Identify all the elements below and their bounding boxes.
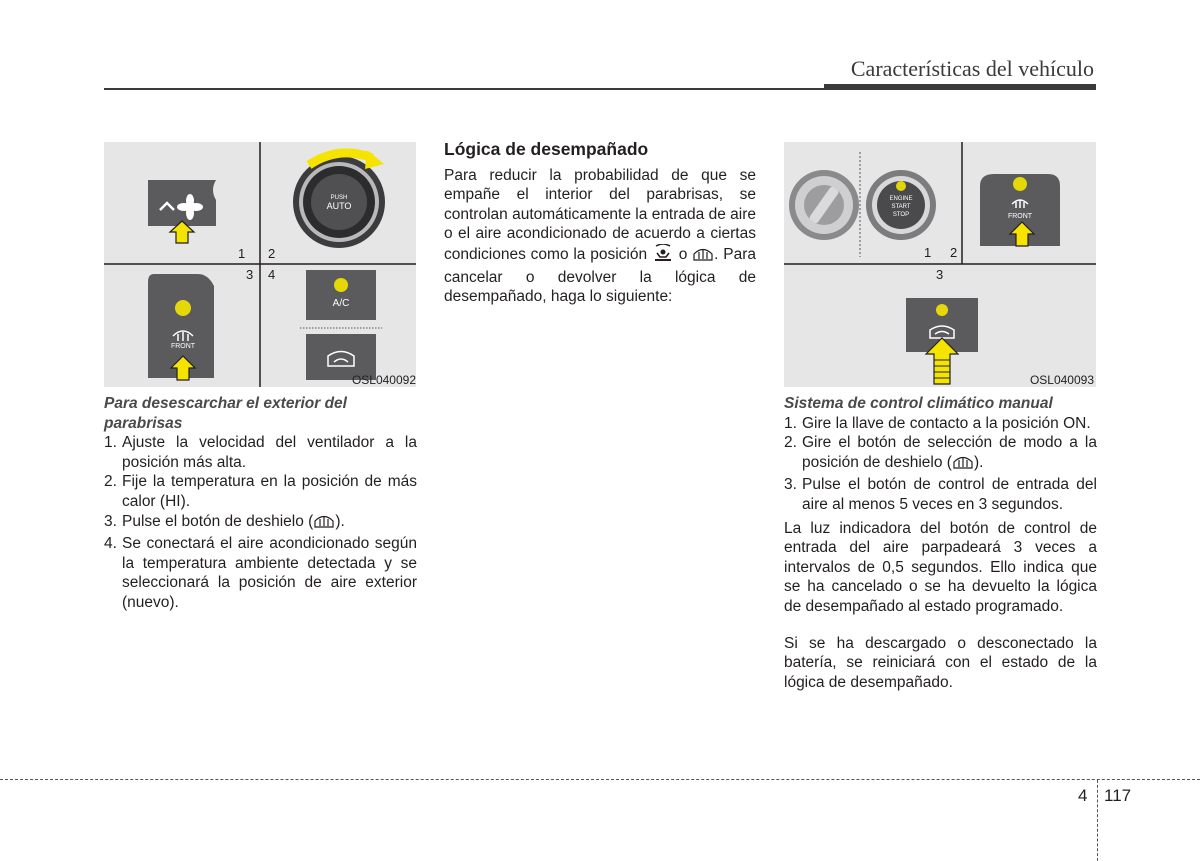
header-rule-accent [824, 84, 1096, 90]
list-text-end: ). [335, 512, 345, 530]
list-item [104, 512, 417, 535]
figure-defrost-auto-drawing [104, 142, 416, 387]
stop-label: STOP [892, 212, 910, 218]
list-item [104, 534, 417, 612]
list-text: Ajuste la velocidad del ventilador a la posición más alta. [122, 434, 417, 471]
figure-panel-number: 3 [936, 267, 944, 282]
paragraph-text: Para reducir la probabilidad de que se empañe el interior del parabrisas, se controlan automáticamente la entrada de aire o el aire acondicionado de acuerdo a ciertas condiciones como la posición [444, 166, 756, 263]
figure-manual-climate-drawing [784, 142, 1096, 387]
ac-button-illustration [306, 270, 376, 320]
list-number: 1. [784, 414, 797, 432]
front-label: FRONT [1007, 213, 1033, 220]
list-number: 1. [104, 434, 117, 452]
floor-defrost-icon [652, 244, 674, 268]
defrost-icon [692, 246, 714, 268]
list-number: 2. [784, 434, 797, 452]
front-defrost-button-illustration [980, 174, 1060, 246]
list-item [784, 433, 1097, 475]
list-number: 4. [104, 535, 117, 553]
paragraph-text: . Para cancelar o devolver la lógica de desempañado, haga lo siguiente: [444, 245, 757, 306]
engine-label: ENGINE [889, 196, 913, 202]
list-number: 2. [104, 473, 117, 491]
body-paragraph [444, 166, 756, 307]
list-item [104, 472, 417, 511]
paragraph-text: o [678, 245, 688, 263]
front-label: FRONT [170, 343, 196, 350]
list-text: Fije la temperatura en la posición de más calor (HI). [122, 473, 417, 510]
middle-text-column [444, 140, 756, 307]
figure-panel-number: 2 [950, 245, 958, 260]
right-text-column [784, 394, 1097, 692]
left-text-column [104, 394, 417, 613]
figure-defrost-auto [104, 142, 416, 387]
footer-rule [0, 779, 1200, 780]
chapter-number: 4 [1078, 786, 1088, 805]
engine-start-stop-illustration [866, 170, 936, 240]
manual-climate-steps-list [784, 414, 1097, 515]
list-item [784, 475, 1097, 514]
figure-code: OSL040092 [351, 373, 416, 387]
figure-caption: Sistema de control climático manual [784, 395, 1053, 412]
knob-push-label: PUSH [330, 195, 348, 201]
list-number: 3. [104, 512, 117, 530]
footer-divider [1097, 780, 1098, 861]
ac-label: A/C [332, 298, 350, 309]
defrost-icon [952, 454, 974, 476]
page-number: 117 [1104, 786, 1132, 805]
list-text: Pulse el botón de deshielo ( [122, 512, 314, 530]
list-text: Gire el botón de selección de modo a la posición de deshielo ( [802, 434, 1097, 471]
figure-panel-number: 1 [924, 245, 932, 260]
start-label: START [891, 204, 911, 210]
front-defrost-button-illustration [148, 274, 214, 380]
recirculation-button-illustration [906, 298, 978, 384]
auto-knob-illustration [293, 150, 385, 248]
defrost-steps-list [104, 433, 417, 612]
list-number: 3. [784, 476, 797, 494]
figure-panel-number: 2 [268, 246, 276, 261]
fan-button-illustration [148, 180, 216, 243]
list-item [104, 433, 417, 472]
figure-caption: Para desescarchar el exterior del parabrisas [104, 395, 347, 432]
figure-manual-climate [784, 142, 1096, 387]
list-text: Se conectará el aire acondicionado según la temperatura ambiente detectada y se seleccionará la posición de aire exterior (nuevo). [122, 535, 417, 611]
section-heading: Lógica de desempañado [444, 139, 649, 159]
list-item [784, 414, 1097, 434]
figure-panel-number: 1 [238, 246, 246, 261]
figure-panel-number: 3 [246, 267, 254, 282]
body-paragraph: La luz indicadora del botón de control de entrada del aire parpadeará 3 veces a intervalos de 0,5 segundos. Ello indica que se ha cancelado o se ha devuelto la lógica de desempañado al estado programado. [784, 519, 1097, 615]
defrost-icon [313, 513, 335, 535]
knob-auto-label: AUTO [326, 201, 352, 211]
list-text-end: ). [973, 453, 984, 471]
list-text: Gire la llave de contacto a la posición ON. [802, 414, 1091, 432]
ignition-key-icon [789, 170, 859, 240]
figure-code: OSL040093 [1029, 373, 1094, 387]
page-header-title: Características del vehículo [850, 56, 1094, 81]
figure-panel-number: 4 [268, 267, 276, 282]
body-paragraph: Si se ha descargado o desconectado la batería, se reiniciará con el estado de la lógica de desempañado. [784, 634, 1097, 691]
list-text: Pulse el botón de control de entrada del aire al menos 5 veces en 3 segundos. [802, 476, 1097, 513]
